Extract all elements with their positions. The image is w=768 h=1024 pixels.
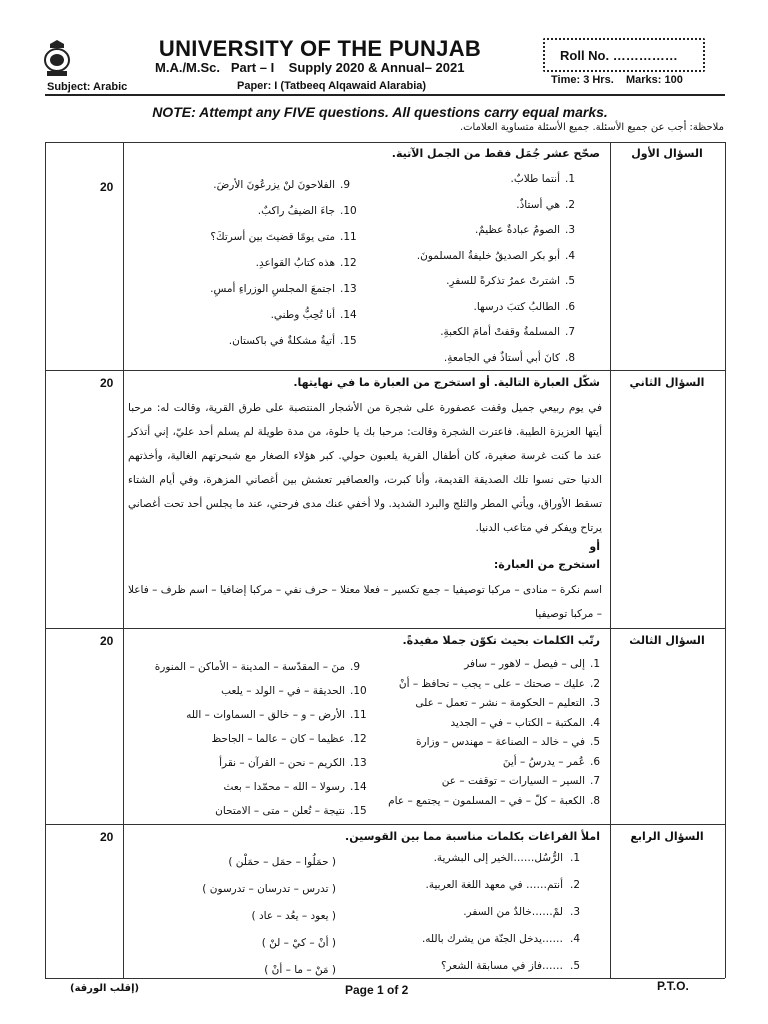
list-item: اشترتْ عمرُ تذكرةً للسفرِ. <box>446 275 560 287</box>
q4-instruction: املأ الفراغات بكلمات مناسبة مما بين القوسين. <box>345 830 600 843</box>
item-number: .2 <box>590 677 601 690</box>
item-number: .10 <box>350 685 367 697</box>
list-item: عُمر – يدرسُ – أينَ <box>502 755 585 768</box>
row-divider <box>45 370 725 371</box>
q2-instruction: شكّل العبارة التالية. أو استخرج من العبارة ما في نهايتها. <box>293 376 600 389</box>
list-item: هذه كتابُ القواعدِ. <box>255 257 335 269</box>
list-item: ( حمَلُوا – حمَل – حمَلْن ) <box>228 856 336 868</box>
item-number: .2 <box>565 198 576 211</box>
university-logo <box>42 38 72 78</box>
list-item: جاءَ الضيفُ راكبٌ. <box>257 205 335 217</box>
item-number: .1 <box>570 852 581 864</box>
q1-instruction: صحّح عشر جُمَل فقط من الجمل الآتية. <box>391 147 600 160</box>
item-number: .2 <box>570 879 581 891</box>
row-divider <box>45 824 725 825</box>
roll-number-label: Roll No. …………… <box>560 48 678 63</box>
q2-label: السؤال الثاني <box>629 376 705 389</box>
subject: Subject: Arabic <box>47 81 128 93</box>
item-number: .3 <box>570 906 581 918</box>
list-item: إلى – فيصل – لاهور – سافر <box>464 658 585 670</box>
item-number: .13 <box>340 283 357 295</box>
exam-info: M.A./M.Sc. Part – I Supply 2020 & Annual– 2021 <box>155 60 465 75</box>
q2-extract-heading: استخرج من العبارة: <box>493 558 600 571</box>
q1-marks: 20 <box>100 180 114 194</box>
paper-title: Paper: I (Tatbeeq Alqawaid Alarabia) <box>237 80 427 92</box>
item-number: .8 <box>565 351 576 364</box>
q3-label: السؤال الثالث <box>629 634 705 647</box>
item-number: .9 <box>340 179 351 191</box>
item-number: .12 <box>340 257 357 269</box>
time-marks: Time: 3 Hrs. Marks: 100 <box>551 74 683 86</box>
list-item: عليك – صحتك – على – يجب – تحافظ – أنْ <box>398 677 585 690</box>
item-number: .5 <box>565 275 576 287</box>
column-divider <box>123 142 124 978</box>
list-item: ……يدخل الجنّة من يشرك بالله. <box>421 933 563 945</box>
list-item: المسلمةُ وقفتْ أمامَ الكعبةِ. <box>440 326 560 338</box>
item-number: .15 <box>350 805 367 817</box>
item-number: .11 <box>340 231 357 243</box>
list-item: الصومُ عبادةٌ عظيمٌ. <box>474 224 560 236</box>
q4-marks: 20 <box>100 830 114 844</box>
list-item: الكعبة – كلّ – في – المسلمون – يجتمع – عام <box>388 794 585 807</box>
note: NOTE: Attempt any FIVE questions. All questions carry equal marks. <box>152 104 608 120</box>
list-item: الأرض – و – خالق – السماوات – الله <box>186 709 345 721</box>
item-number: .4 <box>590 716 601 729</box>
list-item: الفلاحونَ لنْ يزرعُونَ الأرضَ. <box>213 179 335 191</box>
item-number: .3 <box>590 697 601 709</box>
item-number: .8 <box>590 794 601 807</box>
list-item: ( تدرس – تدرسان – تدرسون ) <box>202 883 336 895</box>
item-number: .14 <box>340 309 357 321</box>
q1-label: السؤال الأول <box>631 147 703 160</box>
q3-marks: 20 <box>100 634 114 648</box>
list-item: التعليم – الحكومة – نشر – تعمل – على <box>415 697 585 709</box>
list-item: منَ – المقدّسة – المدينة – الأماكن – المنورة <box>154 661 345 673</box>
item-number: .10 <box>340 205 357 217</box>
item-number: .9 <box>350 661 361 673</box>
item-number: .1 <box>590 658 601 670</box>
q3-instruction: رتّب الكلمات بحيث تكوّن جملا مفيدةً. <box>402 634 600 647</box>
header-divider <box>45 94 725 96</box>
list-item: السير – السيارات – توقفت – عن <box>441 775 585 787</box>
list-item: الرُّسُل……الخير إلى البشرية. <box>433 852 563 864</box>
item-number: .11 <box>350 709 367 721</box>
item-number: .6 <box>565 300 576 313</box>
q2-passage: في يوم ربيعي جميل وقفت عصفورة على شجرة من الأشجار المنتصبة على طرق القرية، وقالت له: مرحبا أيتها العزيزة الطيبة. فاعترت الشجرة وقالت: مرحبا بك يا حلوة، من مدة طويلة لم يسلم أحد عليّ، إني أتذكر عند ما كنت غرسة صغيرة، كان أطفال القرية يلعبون حولي. كبر هؤلاء الصغار مع شبحرتهم الغالية، وأخذتهم الدنيا حتى نسوا تلك الصديقة القديمة، وأنا كبرت، والعصافير تعشش بين أغصاني المزهرة، وفي أيام الشتاء تسقط الأوراق، ويأتي المطر والثلج والبرد الشديد. ولا أخفي عنك مدى فرحتي، عند ما يجلس أحد تحت أغصاني يرتاح ويفكر في متاعب الدنيا. <box>128 402 602 534</box>
list-item: ( يعود – يعُد – عاد ) <box>251 910 336 922</box>
list-item: أنتما طلابٌ. <box>510 173 560 185</box>
q4-label: السؤال الرابع <box>630 830 704 843</box>
item-number: .5 <box>590 736 601 748</box>
q2-or: أو <box>589 540 600 553</box>
item-number: .13 <box>350 757 367 769</box>
list-item: لمْ……خالدٌ من السفر. <box>463 906 563 918</box>
item-number: .1 <box>565 173 576 185</box>
list-item: متى يومًا قضيتَ بين أسرتكَ؟ <box>210 231 335 243</box>
q2-marks: 20 <box>100 376 114 390</box>
item-number: .12 <box>350 733 367 745</box>
item-number: .4 <box>570 933 581 945</box>
list-item: عظيما – كان – عالما – الجاحظ <box>211 733 345 745</box>
pto: P.T.O. <box>657 979 689 993</box>
list-item: المكتبة – الكتاب – في – الجديد <box>450 716 585 729</box>
university-title: UNIVERSITY OF THE PUNJAB <box>158 36 482 61</box>
q2-extract-list: اسم نكرة – منادى – مركبا توصيفيا – جمع تكسير – فعلا معتلا – حرف نفي – مركبا إضافيا – اسم ظرف – فاعلا – مركبا توصيفيا <box>128 584 602 620</box>
list-item: رسولا – الله – محمّدا – بعث <box>223 781 345 793</box>
table-border <box>45 142 725 143</box>
list-item: أبو بكر الصديقُ خليفةُ المسلمونَ. <box>416 249 560 262</box>
item-number: .6 <box>590 755 601 768</box>
list-item: كانَ أبي أستاذٌ في الجامعةِ. <box>443 351 560 364</box>
item-number: .14 <box>350 781 367 793</box>
list-item: في – خالد – الصناعة – مهندس – وزارة <box>416 736 585 748</box>
list-item: ( أنْ – كيْ – لنْ ) <box>261 937 336 949</box>
list-item: ……فاز في مسابقة الشعر؟ <box>440 960 563 972</box>
list-item: أتيةُ مشكلةٌ في باكستان. <box>228 335 335 347</box>
list-item: أنتم…… في معهد اللغة العربية. <box>425 879 563 891</box>
turn-page-note: (إقلب الورقة) <box>70 983 140 994</box>
list-item: نتيجة – تُعلن – متى – الامتحان <box>215 805 345 817</box>
column-divider <box>610 142 611 978</box>
item-number: .3 <box>565 224 576 236</box>
table-border <box>725 142 726 978</box>
table-border <box>45 142 46 978</box>
table-border <box>45 978 725 979</box>
item-number: .7 <box>590 775 601 787</box>
list-item: الكريم – نحن – القرآن – نقرأ <box>219 757 345 769</box>
row-divider <box>45 628 725 629</box>
item-number: .4 <box>565 249 576 262</box>
list-item: أنا تُحِبُّ وطني. <box>270 309 335 321</box>
item-number: .5 <box>570 960 581 972</box>
list-item: هي أستاذٌ. <box>516 198 560 211</box>
list-item: اجتمعَ المجلسِ الوزراءِ أمسِ. <box>210 283 335 295</box>
note-arabic: ملاحظة: أجب عن جميع الأسئلة. جميع الأسئلة متساوية العلامات. <box>459 122 724 133</box>
item-number: .7 <box>565 326 576 338</box>
list-item: ( مَنْ – ما – أنْ ) <box>264 964 336 976</box>
item-number: .15 <box>340 335 357 347</box>
list-item: الحديقة – في – الولد – يلعب <box>221 685 345 697</box>
list-item: الطالبُ كتبَ درسها. <box>473 300 560 313</box>
page-number: Page 1 of 2 <box>345 983 409 997</box>
